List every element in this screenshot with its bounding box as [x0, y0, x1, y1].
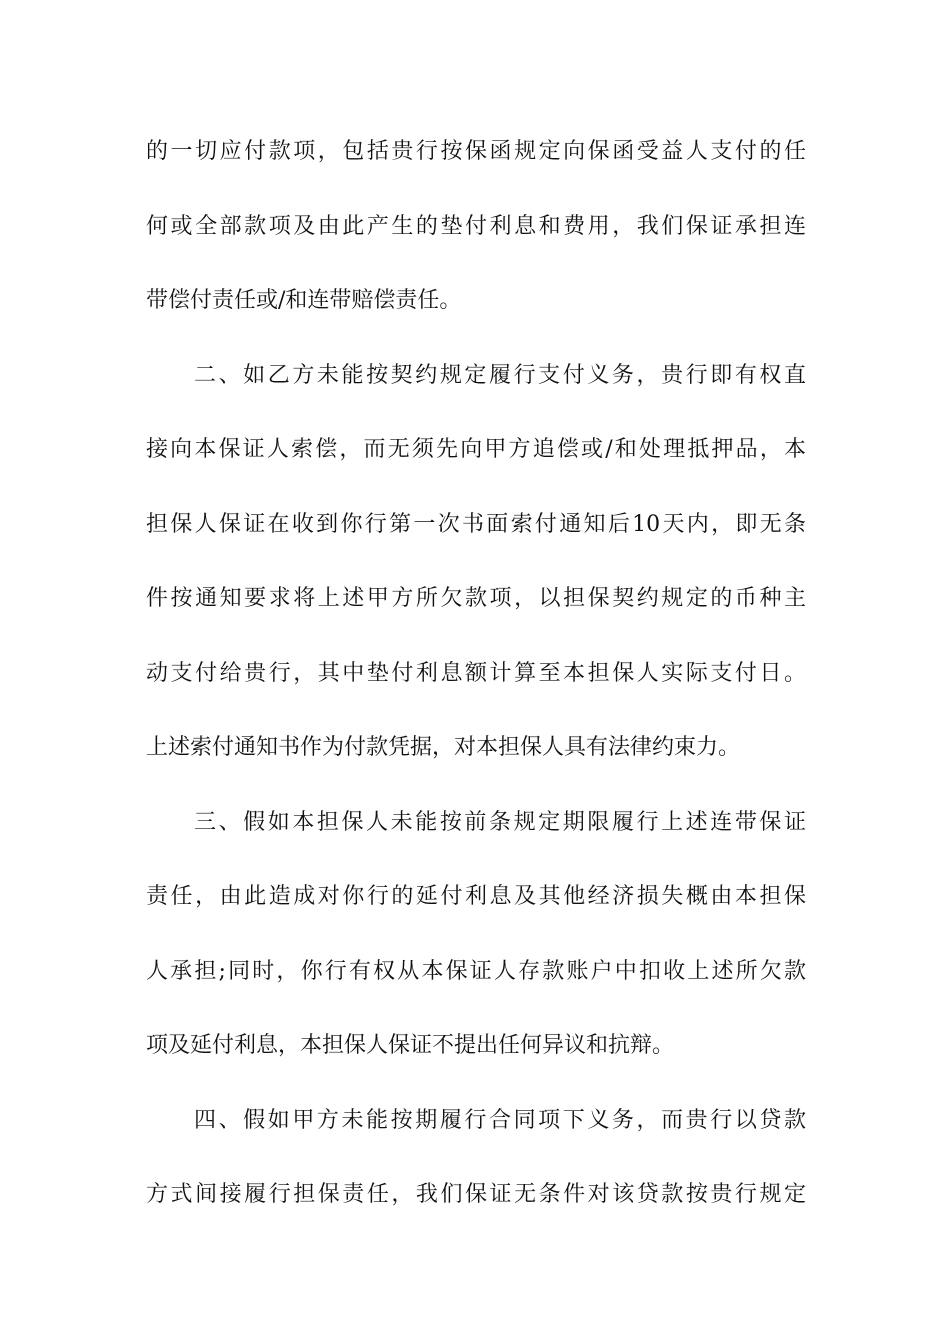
text-line: 四、假如甲方未能按期履行合同项下义务，而贵行以贷款 — [194, 1107, 806, 1133]
text-line: 动支付给贵行，其中垫付利息额计算至本担保人实际支付日。 — [146, 660, 806, 686]
text-line: 件按通知要求将上述甲方所欠款项，以担保契约规定的币种主 — [146, 586, 806, 611]
text-line: 人承担;同时，你行有权从本保证人存款账户中扣收上述所欠款 — [146, 958, 806, 984]
text-line: 项及延付利息，本担保人保证不提出任何异议和抗辩。 — [146, 1033, 675, 1058]
text-line: 二、如乙方未能按契约规定履行支付义务，贵行即有权直 — [194, 362, 806, 388]
text-line: 何或全部款项及由此产生的垫付利息和费用，我们保证承担连 — [146, 213, 806, 239]
text-line: 上述索付通知书作为付款凭据，对本担保人具有法律约束力。 — [146, 735, 741, 760]
text-line: 担保人保证在收到你行第一次书面索付通知后10天内，即无条 — [146, 511, 806, 537]
text-line: 方式间接履行担保责任，我们保证无条件对该贷款按贵行规定 — [146, 1182, 806, 1207]
text-line: 三、假如本担保人未能按前条规定期限履行上述连带保证 — [194, 809, 806, 835]
text-line: 接向本保证人索偿，而无须先向甲方追偿或/和处理抵押品，本 — [146, 437, 806, 462]
text-line: 的一切应付款项，包括贵行按保函规定向保函受益人支付的任 — [146, 139, 806, 164]
text-line: 带偿付责任或/和连带赔偿责任。 — [146, 288, 462, 313]
text-line: 责任，由此造成对你行的延付利息及其他经济损失概由本担保 — [146, 884, 806, 909]
